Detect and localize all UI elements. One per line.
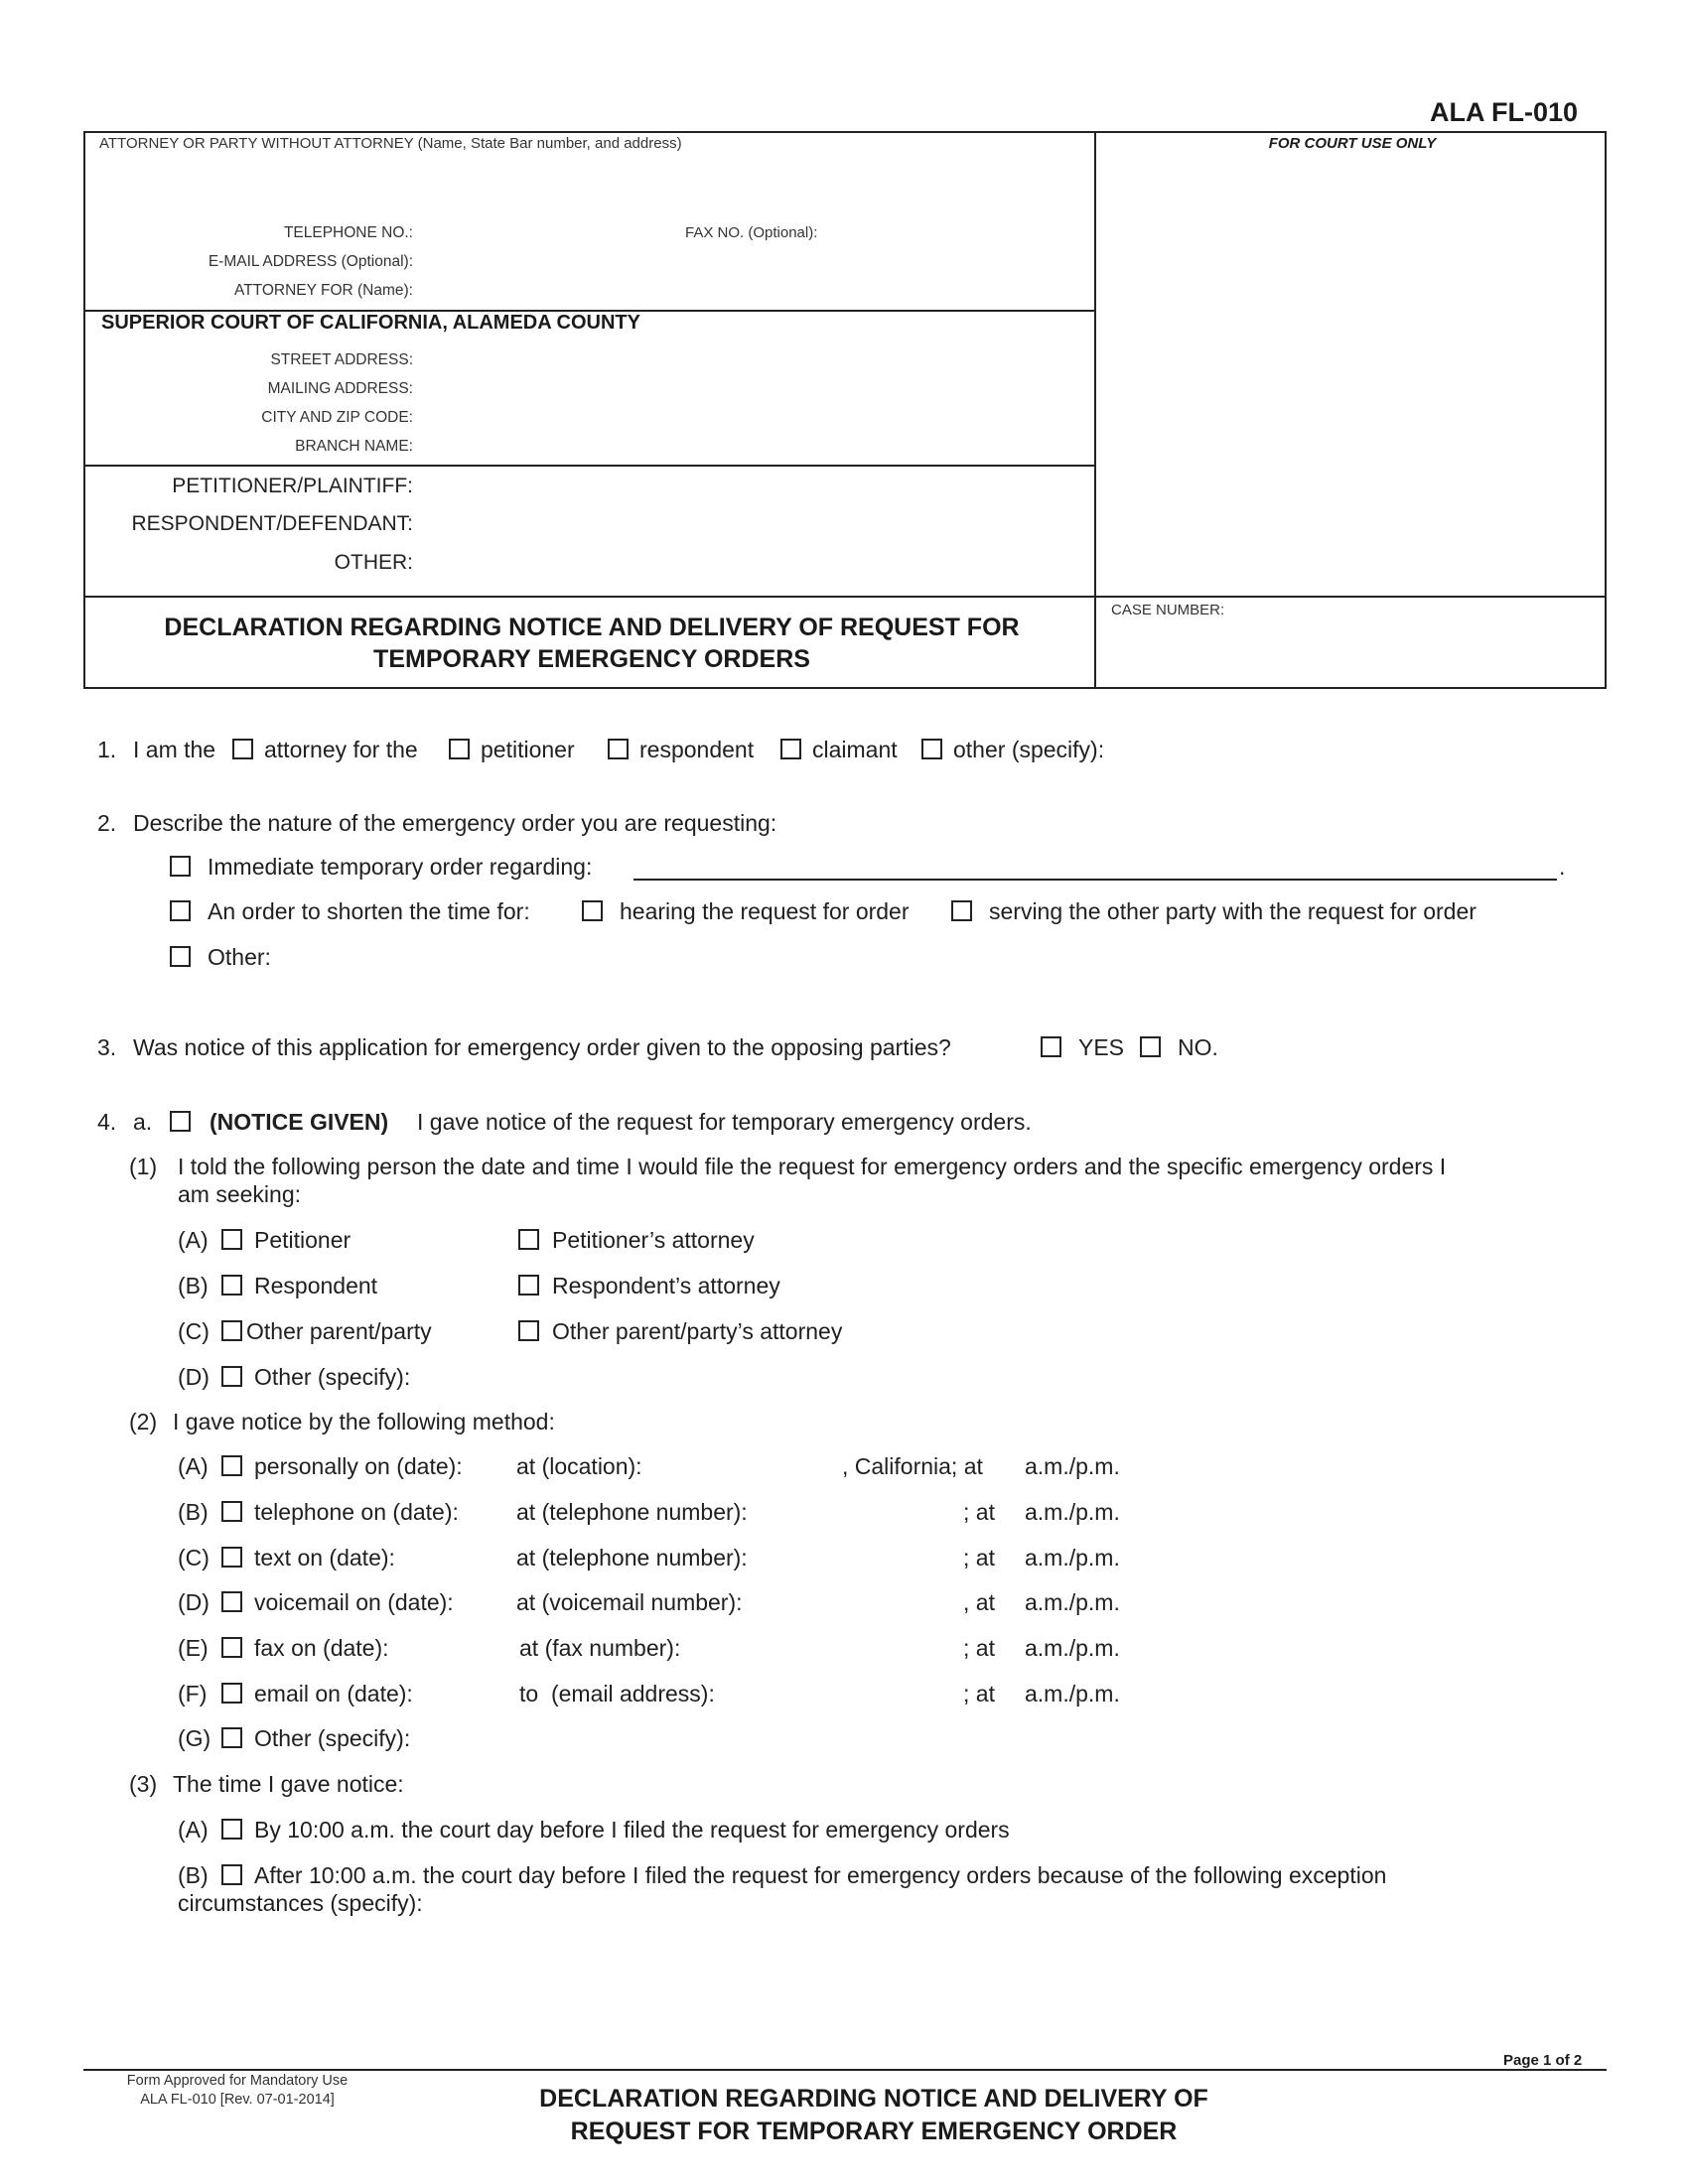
person-letter: (C) xyxy=(178,1318,210,1344)
immediate-order-checkbox[interactable] xyxy=(170,856,191,877)
person-checkbox[interactable] xyxy=(221,1366,242,1387)
item2-question: Describe the nature of the emergency order you are requesting: xyxy=(133,810,777,836)
method-at-label: at (telephone number): xyxy=(516,1499,748,1525)
method-separator: ; at xyxy=(963,1681,995,1706)
item3-number: 3. xyxy=(97,1034,117,1060)
claimant-option: claimant xyxy=(812,737,898,762)
method-label: text on (date): xyxy=(254,1545,395,1570)
email-label: E-MAIL ADDRESS (Optional): xyxy=(208,253,413,270)
petitioner-option: petitioner xyxy=(481,737,575,762)
method-letter: (A) xyxy=(178,1453,209,1479)
method-checkbox[interactable] xyxy=(221,1547,242,1568)
page-number: Page 1 of 2 xyxy=(1503,2052,1583,2069)
person-label: Respondent xyxy=(254,1273,378,1298)
person-checkbox[interactable] xyxy=(221,1229,242,1250)
method-ampm: a.m./p.m. xyxy=(1025,1681,1120,1706)
method-at-label: at (telephone number): xyxy=(516,1545,748,1570)
item1-number: 1. xyxy=(97,737,117,762)
method-letter: (G) xyxy=(178,1725,211,1751)
attorney-label: ATTORNEY OR PARTY WITHOUT ATTORNEY (Name, State Bar number, and address) xyxy=(99,135,682,152)
hearing-checkbox[interactable] xyxy=(582,900,603,921)
method-at-label: at (fax number): xyxy=(519,1635,681,1661)
sub1-number: (1) xyxy=(129,1154,158,1179)
other-option: other (specify): xyxy=(953,737,1105,762)
footer-revision: ALA FL-010 [Rev. 07-01-2014] xyxy=(140,2092,335,2108)
caption-divider xyxy=(85,596,1605,598)
item2-number: 2. xyxy=(97,810,117,836)
method-letter: (C) xyxy=(178,1545,210,1570)
street-address-label: STREET ADDRESS: xyxy=(270,351,413,368)
method-label: fax on (date): xyxy=(254,1635,389,1661)
case-number-label: CASE NUMBER: xyxy=(1111,602,1225,618)
caption-header xyxy=(83,131,1607,689)
sub2-text: I gave notice by the following method: xyxy=(173,1409,555,1434)
item4a-letter: a. xyxy=(133,1109,153,1135)
footer-rule xyxy=(83,2069,1607,2071)
method-at-label: to (email address): xyxy=(519,1681,715,1706)
time-b-line1: After 10:00 a.m. the court day before I filed the request for emergency orders because of the following exception xyxy=(254,1862,1387,1888)
person-checkbox[interactable] xyxy=(221,1275,242,1296)
method-ampm: a.m./p.m. xyxy=(1025,1545,1120,1570)
attorney-for-text: attorney for the xyxy=(264,737,418,762)
telephone-label: TELEPHONE NO.: xyxy=(283,224,413,241)
time-a-letter: (A) xyxy=(178,1817,209,1843)
sub3-number: (3) xyxy=(129,1771,158,1797)
person-letter: (B) xyxy=(178,1273,209,1298)
attorney-for-label: ATTORNEY FOR (Name): xyxy=(234,282,413,299)
method-letter: (E) xyxy=(178,1635,209,1661)
method-at-label: at (location): xyxy=(516,1453,642,1479)
time-b-line2: circumstances (specify): xyxy=(178,1890,423,1916)
court-name: SUPERIOR COURT OF CALIFORNIA, ALAMEDA COUNTY xyxy=(101,312,640,334)
method-separator: ; at xyxy=(963,1545,995,1570)
person-label: Other parent/party xyxy=(246,1318,432,1344)
respondent-label: RESPONDENT/DEFENDANT: xyxy=(131,512,413,535)
immediate-order-period: . xyxy=(1559,854,1566,880)
notice-yes-label: YES xyxy=(1078,1034,1125,1060)
method-separator: ; at xyxy=(963,1499,995,1525)
footer-title-line1: DECLARATION REGARDING NOTICE AND DELIVERY OF xyxy=(539,2085,1208,2113)
respondent-checkbox[interactable] xyxy=(608,739,629,759)
time-a-checkbox[interactable] xyxy=(221,1819,242,1840)
method-checkbox[interactable] xyxy=(221,1637,242,1658)
footer-approved: Form Approved for Mandatory Use xyxy=(126,2073,349,2089)
sub1-line1: I told the following person the date and time I would file the request for emergency orders and the specific emergency orders I xyxy=(178,1154,1447,1179)
method-label: email on (date): xyxy=(254,1681,413,1706)
notice-given-text: I gave notice of the request for temporary emergency orders. xyxy=(417,1109,1032,1135)
form-number: ALA FL-010 xyxy=(1430,97,1579,127)
method-label: telephone on (date): xyxy=(254,1499,459,1525)
petitioner-label: PETITIONER/PLAINTIFF: xyxy=(172,475,413,497)
branch-name-label: BRANCH NAME: xyxy=(295,438,413,455)
method-at-label: at (voicemail number): xyxy=(516,1589,743,1615)
method-separator: ; at xyxy=(963,1635,995,1661)
person-checkbox[interactable] xyxy=(221,1320,242,1341)
method-checkbox[interactable] xyxy=(221,1683,242,1704)
form-title xyxy=(85,612,1098,675)
footer-title xyxy=(417,2083,1331,2148)
fax-label: FAX NO. (Optional): xyxy=(685,224,818,241)
footer-title-line2: REQUEST FOR TEMPORARY EMERGENCY ORDER xyxy=(570,2117,1178,2145)
method-checkbox[interactable] xyxy=(221,1727,242,1748)
notice-given-checkbox[interactable] xyxy=(170,1111,191,1132)
person-letter: (A) xyxy=(178,1227,209,1253)
method-letter: (D) xyxy=(178,1589,210,1615)
other-checkbox[interactable] xyxy=(921,739,942,759)
method-ampm: a.m./p.m. xyxy=(1025,1589,1120,1615)
other-party-label: OTHER: xyxy=(334,551,413,574)
item4-number: 4. xyxy=(97,1109,117,1135)
claimant-checkbox[interactable] xyxy=(780,739,801,759)
serving-checkbox[interactable] xyxy=(951,900,972,921)
method-label: voicemail on (date): xyxy=(254,1589,454,1615)
immediate-order-line[interactable] xyxy=(633,879,1557,881)
attorney-person-label: Other parent/party’s attorney xyxy=(552,1318,843,1344)
notice-given-heading: (NOTICE GIVEN) xyxy=(210,1109,389,1135)
petitioner-checkbox[interactable] xyxy=(449,739,470,759)
other-order-label: Other: xyxy=(208,944,271,970)
attorney-checkbox[interactable] xyxy=(232,739,253,759)
method-separator: , at xyxy=(963,1589,995,1615)
time-a-text: By 10:00 a.m. the court day before I filed the request for emergency orders xyxy=(254,1817,1010,1843)
item3-question: Was notice of this application for emergency order given to the opposing parties? xyxy=(133,1034,951,1060)
method-checkbox[interactable] xyxy=(221,1501,242,1522)
notice-yes-checkbox[interactable] xyxy=(1041,1036,1061,1057)
method-letter: (B) xyxy=(178,1499,209,1525)
method-ampm: a.m./p.m. xyxy=(1025,1499,1120,1525)
time-b-letter: (B) xyxy=(178,1862,209,1888)
shorten-time-label: An order to shorten the time for: xyxy=(208,898,530,924)
notice-no-label: NO. xyxy=(1178,1034,1218,1060)
notice-no-checkbox[interactable] xyxy=(1140,1036,1161,1057)
method-ampm: a.m./p.m. xyxy=(1025,1453,1120,1479)
mailing-address-label: MAILING ADDRESS: xyxy=(267,380,413,397)
attorney-person-checkbox[interactable] xyxy=(518,1275,539,1296)
caption-divider xyxy=(85,465,1096,467)
court-use-label: FOR COURT USE ONLY xyxy=(1268,135,1437,152)
method-label: personally on (date): xyxy=(254,1453,463,1479)
method-separator: , California; at xyxy=(842,1453,983,1479)
other-order-checkbox[interactable] xyxy=(170,946,191,967)
method-letter: (F) xyxy=(178,1681,208,1706)
respondent-option: respondent xyxy=(639,737,755,762)
person-label: Other (specify): xyxy=(254,1364,411,1390)
attorney-person-label: Petitioner’s attorney xyxy=(552,1227,755,1253)
immediate-order-label: Immediate temporary order regarding: xyxy=(208,854,593,880)
caption-divider xyxy=(1094,133,1096,687)
item1-intro: I am the xyxy=(133,737,216,762)
hearing-option: hearing the request for order xyxy=(620,898,910,924)
time-b-checkbox[interactable] xyxy=(221,1864,242,1885)
sub3-text: The time I gave notice: xyxy=(173,1771,404,1797)
method-ampm: a.m./p.m. xyxy=(1025,1635,1120,1661)
form-title-line2: TEMPORARY EMERGENCY ORDERS xyxy=(373,645,810,673)
shorten-time-checkbox[interactable] xyxy=(170,900,191,921)
attorney-person-checkbox[interactable] xyxy=(518,1229,539,1250)
method-checkbox[interactable] xyxy=(221,1455,242,1476)
city-zip-label: CITY AND ZIP CODE: xyxy=(261,409,413,426)
serving-option: serving the other party with the request for order xyxy=(989,898,1477,924)
attorney-person-checkbox[interactable] xyxy=(518,1320,539,1341)
method-checkbox[interactable] xyxy=(221,1591,242,1612)
sub1-line2: am seeking: xyxy=(178,1181,302,1207)
attorney-person-label: Respondent’s attorney xyxy=(552,1273,780,1298)
person-label: Petitioner xyxy=(254,1227,352,1253)
sub2-number: (2) xyxy=(129,1409,158,1434)
form-title-line1: DECLARATION REGARDING NOTICE AND DELIVERY OF REQUEST FOR xyxy=(164,614,1020,641)
person-letter: (D) xyxy=(178,1364,210,1390)
method-label: Other (specify): xyxy=(254,1725,411,1751)
